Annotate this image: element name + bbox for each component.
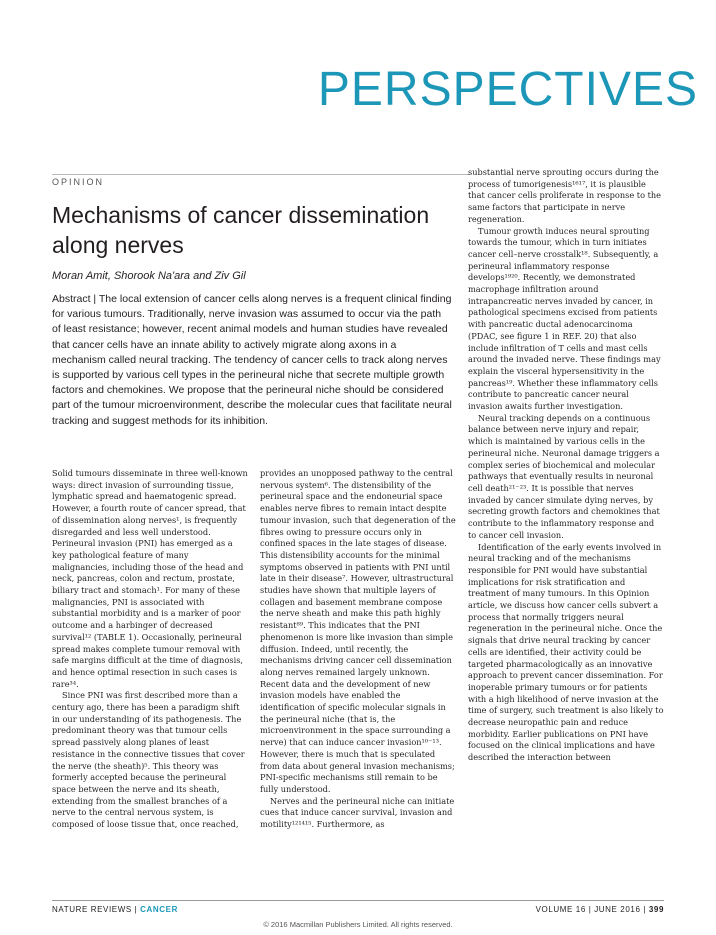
- body-paragraph: Neural tracking depends on a continuous balance between nerve injury and repair, which is maintained by various cells in the perineural niche. Neuronal damage triggers a complex series of biochemical and molecular pathways that eventually results in neuronal cell death²¹⁻²³. It is possible that nerves invaded by cancer simulate dying nerves, by secreting growth factors and chemokines that contribute to the inflammatory response and to cancer cell invasion.: [468, 412, 660, 540]
- page-number: 399: [648, 905, 664, 914]
- body-paragraph: substantial nerve sprouting occurs during the process of tumorigenesis¹⁶¹⁷, it is plausible that cancer cells proliferate in response to the same factors that participate in nerve regeneration.: [468, 167, 662, 224]
- body-paragraph: Solid tumours disseminate in three well-known ways: direct invasion of surrounding tissue, lymphatic spread and haematogenic spread. However, a fourth route of cancer spread, that of dissemination along nerves¹, is frequently disregarded and less well understood. Perineural invasion (PNI) has emerged as a key pathological feature of many malignancies, including those of the head and neck, pancreas, colon and rectum, prostate, biliary tract and stomach¹. For many of these malignancies, PNI is associated with substantial morbidity and is a marker of poor outcome and a harbinger of decreased survival¹² (TABLE 1). Occasionally, perineural spread makes complete tumour removal with safe margins difficult at the time of diagnosis, and hence optimal resection in such cases is rare³⁴.: [52, 468, 248, 689]
- body-column-2: [260, 468, 456, 831]
- top-divider: [52, 174, 470, 175]
- footer-volume: [536, 905, 664, 914]
- body-column-3: [468, 167, 664, 764]
- author-list: Moran Amit, Shorook Na'ara and Ziv Gil: [52, 270, 246, 282]
- section-title: PERSPECTIVES: [317, 63, 698, 116]
- body-column-1: [52, 468, 248, 831]
- abstract: Abstract | The local extension of cancer cells along nerves is a frequent clinical finding for various tumours. Traditionally, nerve invasion was assumed to occur via the path of least resistance; however, recent animal models and human studies have revealed that cancer cells have an innate ability to actively migrate along axons in a mechanism called neural tracking. The tendency of cancer cells to track along nerves is supported by various cell types in the perineural niche that secrete multiple growth factors and chemokines. We propose that the perineural niche should be considered part of the tumour microenvironment, describe the molecular cues that facilitate neural tracking and suggest methods for its inhibition.: [52, 293, 452, 427]
- footer-journal: [52, 905, 178, 914]
- body-paragraph: Since PNI was first described more than a century ago, there has been a paradigm shift in our understanding of its pathogenesis. The predominant theory was that tumour cells spread passively along planes of least resistance in the connective tissues that cover the nerve (the sheath)⁵. This theory was formerly accepted because the perineural space between the nerve and its sheath, extending from the smallest branches of a nerve to the central nervous system, is composed of loose tissue that, once reached,: [52, 690, 245, 830]
- body-paragraph: Tumour growth induces neural sprouting towards the tumour, which in turn initiates cancer cell–nerve crosstalk¹⁸. Subsequently, a perineural inflammatory response develops¹⁹²⁰. Recently, we demonstrated macrophage infiltration around intrapancreatic nerves invaded by cancer, in pathological specimens excised from patients with pancreatic ductal adenocarcinoma (PDAC, see figure 1 in REF. 20) that also include infiltration of T cells and mast cells around the invaded nerve. These findings may explain the visceral hypersensitivity in the pancreas¹⁹. Whether these inflammatory cells contribute to pancreatic cancer neural invasion awaits further investigation.: [468, 225, 661, 412]
- body-paragraph: provides an unopposed pathway to the central nervous system⁶. The distensibility of the perineural space and the endoneurial space enables nerve fibres to remain intact despite tumour invasion, such that degeneration of the fibres owing to pressure occurs only in confined spaces in the late stages of disease. This distensibility accounts for the minimal symptoms observed in patients with PNI until late in their disease⁷. However, ultrastructural studies have shown that multiple layers of collagen and basement membrane compose the nerve sheath and make this path highly resistant⁸⁹. This indicates that the PNI phenomenon is more like invasion than simple diffusion. Indeed, until recently, the mechanisms driving cancer cell dissemination along nerves remained largely unknown. Recent data and the development of new invasion models have enabled the identification of specific molecular signals in the perineural niche (that is, the microenvironment in the space surrounding a nerve) that can induce cancer invasion¹⁰⁻¹³. However, there is much that is speculated from data about general invasion mechanisms; PNI-specific mechanisms still remain to be fully understood.: [260, 468, 456, 794]
- article-title: Mechanisms of cancer dissemination along nerves: [52, 202, 430, 258]
- copyright-notice: © 2016 Macmillan Publishers Limited. All rights reserved.: [263, 920, 453, 929]
- article-type-label: OPINION: [52, 177, 105, 187]
- body-paragraph: Identification of the early events involved in neural tracking and of the mechanisms responsible for PNI would have substantial implications for risk stratification and treatment of many tumours. In this Opinion article, we discuss how cancer cells subvert a process that normally triggers neural regeneration in the perineural niche. Once the signals that drive neural tracking by cancer cells are identified, their activity could be targeted pharmacologically as an innovative approach to prevent cancer dissemination. For inoperable primary tumours or for patients with a high likelihood of nerve invasion at the time of surgery, such treatment is also likely to decrease neuropathic pain and reduce morbidity. Earlier publications on PNI have focused on the clinical implications and have described the interaction between: [468, 541, 664, 763]
- footer-divider: [52, 900, 664, 901]
- volume-info: VOLUME 16 | JUNE 2016 |: [535, 905, 647, 914]
- journal-name: NATURE REVIEWS: [52, 905, 132, 914]
- journal-subject: CANCER: [140, 905, 178, 914]
- body-paragraph: Nerves and the perineural niche can initiate cues that induce cancer survival, invasion and motility¹²¹⁴¹⁵. Furthermore, as: [260, 795, 455, 830]
- footer-separator: |: [134, 905, 138, 914]
